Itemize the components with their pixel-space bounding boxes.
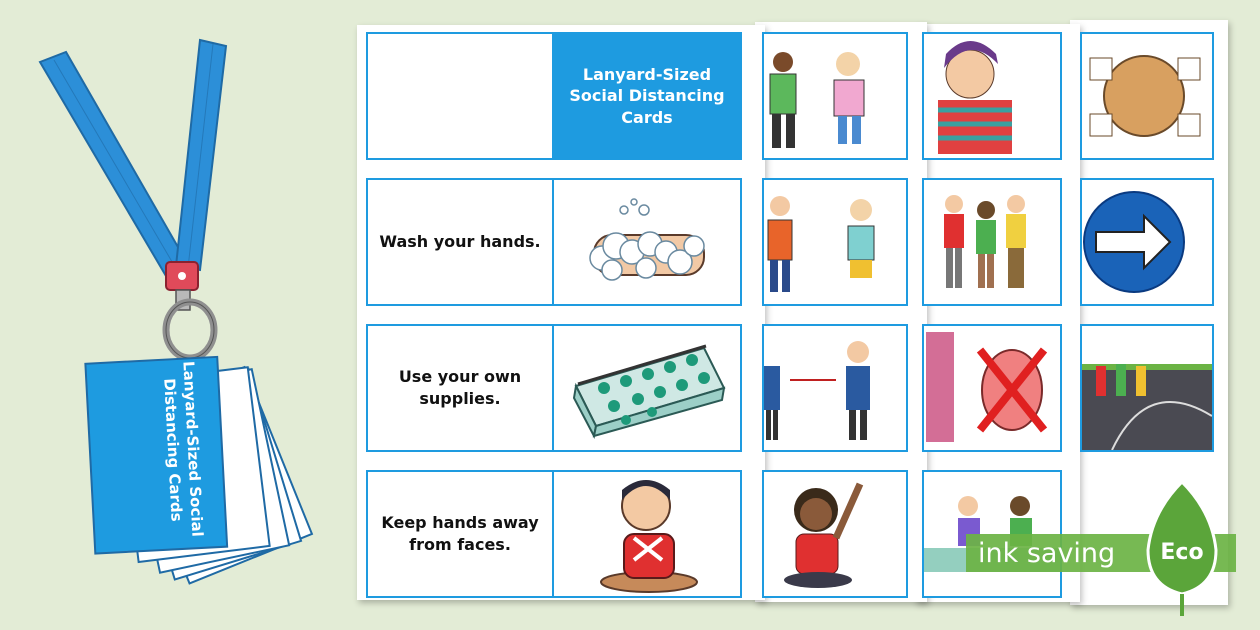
card-wash-hands-text [366,178,554,306]
card-text: Keep hands away from faces. [381,513,539,554]
table-chairs-icon [1082,34,1212,158]
playground-icon [1082,326,1212,450]
hand-washing-icon [554,180,740,304]
child-thinking-icon [554,472,740,596]
children-masks-icon [764,180,906,304]
card-distance-apart [762,324,908,452]
card-hands-away-text [366,470,554,598]
card-child-raising-hand [762,470,908,598]
no-licking-icon [924,326,1060,450]
blank-card [366,32,554,160]
lanyard-card-title: Lanyard-Sized Social Distancing Cards [160,360,207,538]
eco-badge [966,478,1236,618]
child-raising-hand-icon [764,472,906,596]
arrow-right-icon [1082,180,1212,304]
card-group-children [922,178,1062,306]
card-own-supplies-image [552,324,742,452]
child-coughing-icon [924,34,1060,158]
header-card [552,32,742,160]
card-child-coughing [922,32,1062,160]
group-children-icon [924,180,1060,304]
card-no-licking [922,324,1062,452]
card-table-chairs [1080,32,1214,160]
card-hands-away-image [552,470,742,598]
card-playground [1080,324,1214,452]
card-text: Use your own supplies. [398,367,522,408]
card-children-masks [762,178,908,306]
eco-leaf-text: Eco [1160,540,1204,565]
children-waving-icon [764,34,906,158]
pencil-case-icon [554,326,740,450]
distance-apart-icon [764,326,906,450]
header-card-title: Lanyard-Sized Social Distancing Cards [569,64,725,127]
card-own-supplies-text [366,324,554,452]
card-text: Wash your hands. [379,232,541,252]
card-arrow-sign [1080,178,1214,306]
eco-badge-label: ink saving [978,538,1116,569]
card-children-waving [762,32,908,160]
card-wash-hands-image [552,178,742,306]
